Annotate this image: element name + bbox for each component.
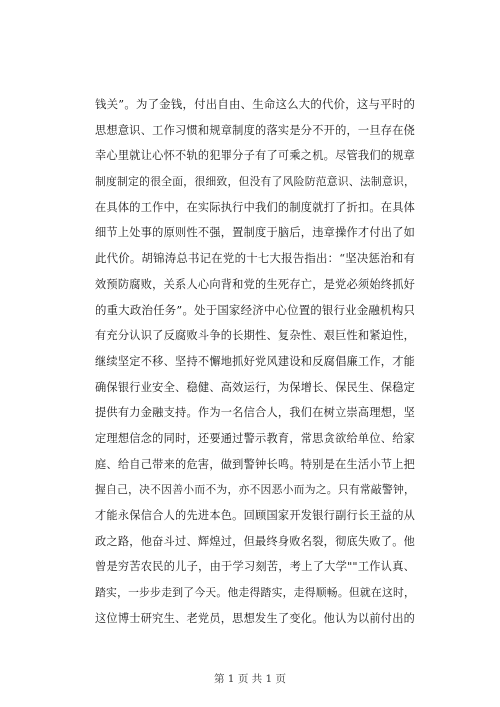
text-line-21: 这位博士研究生、老党员，思想发生了变化。他认为以前付出的 — [95, 611, 415, 625]
text-line-4: 制度制定的很全面，很细致，但没有了风险防范意识、法制意识， — [95, 175, 415, 189]
text-line-10: 有充分认识了反腐败斗争的长期性、复杂性、艰巨性和紧迫性， — [95, 329, 415, 343]
page-footer — [0, 672, 500, 686]
text-line-17: 才能永保信合人的先进本色。回顾国家开发银行副行长王益的从 — [95, 509, 415, 522]
text-line-15: 庭、给自己带来的危害，做到警钟长鸣。特别是在生活小节上把 — [95, 457, 415, 471]
text-line-6: 细节上处事的原则性不强，置制度于脑后，违章操作才付出了如 — [95, 226, 415, 240]
text-line-3: 幸心里就让心怀不轨的犯罪分子有了可乘之机。尽管我们的规章 — [95, 149, 415, 163]
page-number: 第 1 页 共 1 页 — [213, 673, 287, 685]
text-line-14: 定理想信念的同时，还要通过警示教育，常思贪欲给单位、给家 — [95, 431, 415, 445]
text-line-12: 确保银行业安全、稳健、高效运行，为保增长、保民生、保稳定 — [95, 380, 415, 394]
text-line-1: 钱关”。为了金钱，付出自由、生命这么大的代价，这与平时的 — [95, 97, 415, 111]
text-line-11: 继续坚定不移、坚持不懈地抓好党风建设和反腐倡廉工作，才能 — [95, 354, 415, 368]
text-line-16: 握自己，决不因善小而不为，亦不因恶小而为之。只有常敲警钟， — [95, 483, 415, 497]
text-line-18: 政之路，他奋斗过、辉煌过，但最终身败名裂，彻底失败了。他 — [95, 534, 415, 548]
text-line-13: 提供有力金融支持。作为一名信合人，我们在树立崇高理想，坚 — [95, 406, 415, 420]
text-line-5: 在具体的工作中，在实际执行中我们的制度就打了折扣。在具体 — [95, 200, 415, 214]
text-line-2: 思想意识、工作习惯和规章制度的落实是分不开的，一旦存在侥 — [95, 123, 415, 137]
body-text — [95, 92, 415, 631]
text-line-20: 踏实，一步步走到了今天。他走得踏实，走得顺畅。但就在这时， — [95, 586, 415, 600]
text-line-7: 此代价。胡锦涛总书记在党的十七大报告指出：“坚决惩治和有 — [95, 251, 415, 266]
text-line-19: 曾是穷苦农民的儿子，由于学习刻苦，考上了大学""工作认真、 — [95, 560, 415, 574]
text-line-9: 的重大政治任务”。处于国家经济中心位置的银行业金融机构只 — [95, 302, 415, 317]
text-line-8: 效预防腐败，关系人心向背和党的生死存亡，是党必须始终抓好 — [95, 277, 415, 291]
